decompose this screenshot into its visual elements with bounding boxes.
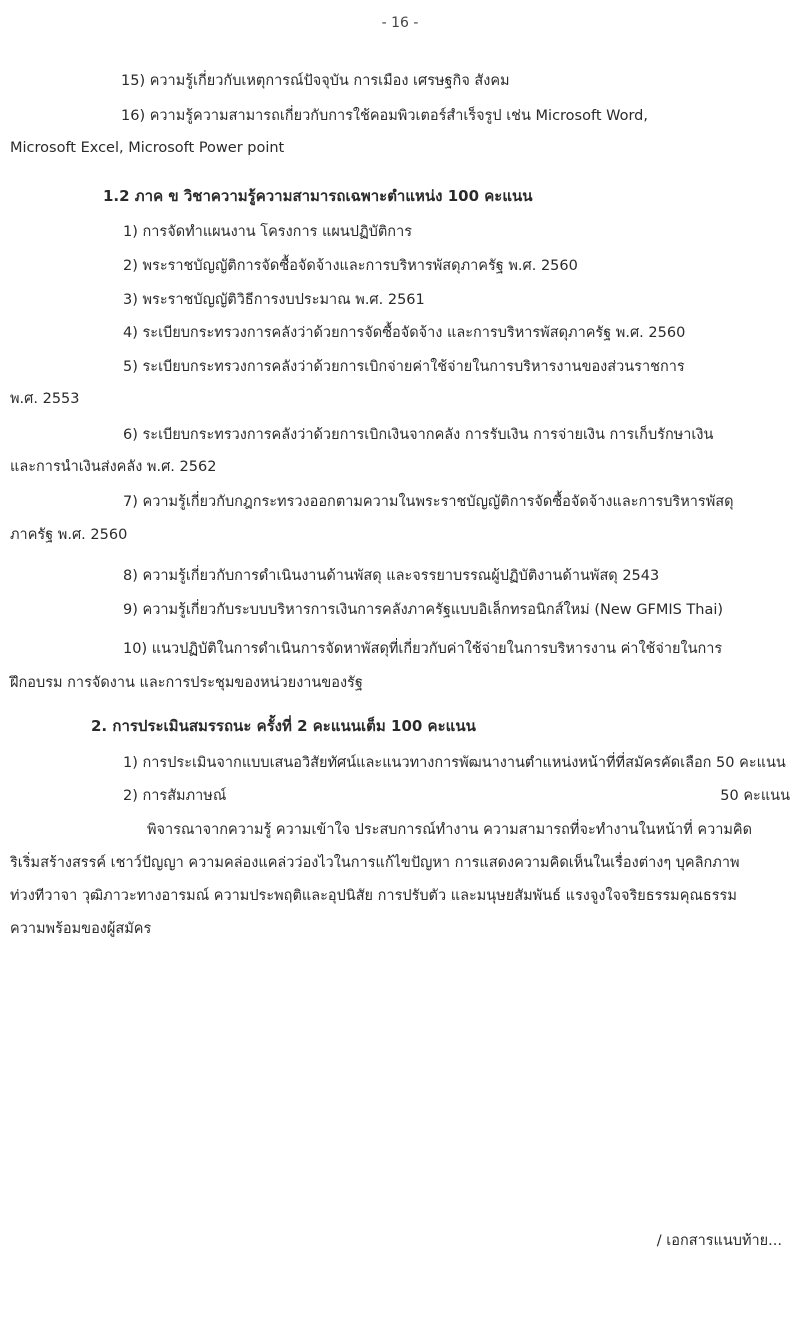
list-item: 10) แนวปฏิบัติในการดำเนินการจัดหาพัสดุที่เกี่ยวกับค่าใช้จ่ายในการบริหารงาน ค่าใช้จ่ายในการ	[123, 641, 723, 657]
paragraph-line: ริเริ่มสร้างสรรค์ เชาว์ปัญญา ความคล่องแคล่วว่องไวในการแก้ไขปัญหา การแสดงความคิดเห็นในเรื่องต่างๆ บุคลิกภาพ	[10, 855, 740, 871]
continuation-note: / เอกสารแนบท้าย...	[656, 1233, 782, 1249]
page-number: - 16 -	[381, 15, 419, 31]
list-item: 1) การประเมินจากแบบเสนอวิสัยทัศน์และแนวทางการพัฒนางานตำแหน่งหน้าที่ที่สมัครคัดเลือก 50 คะแนน	[123, 755, 786, 771]
list-item-continuation: พ.ศ. 2553	[10, 391, 80, 407]
list-item: 15) ความรู้เกี่ยวกับเหตุการณ์ปัจจุบัน การเมือง เศรษฐกิจ สังคม	[121, 73, 510, 89]
list-item: 9) ความรู้เกี่ยวกับระบบบริหารการเงินการคลังภาครัฐแบบอิเล็กทรอนิกส์ใหม่ (New GFMIS Thai)	[123, 602, 724, 618]
list-item: 8) ความรู้เกี่ยวกับการดำเนินงานด้านพัสดุ และจรรยาบรรณผู้ปฏิบัติงานด้านพัสดุ 2543	[123, 568, 660, 584]
list-item: Microsoft Excel, Microsoft Power point	[10, 140, 285, 156]
list-item-continuation: ภาครัฐ พ.ศ. 2560	[10, 527, 128, 543]
list-item: 7) ความรู้เกี่ยวกับกฎกระทรวงออกตามความในพระราชบัญญัติการจัดซื้อจัดจ้างและการบริหารพัสดุ	[123, 494, 734, 510]
list-item: 4) ระเบียบกระทรวงการคลังว่าด้วยการจัดซื้อจัดจ้าง และการบริหารพัสดุภาครัฐ พ.ศ. 2560	[123, 325, 686, 341]
interview-score: 50 คะแนน	[720, 788, 790, 804]
list-item: 1) การจัดทำแผนงาน โครงการ แผนปฏิบัติการ	[123, 224, 413, 240]
list-item-continuation: และการนำเงินส่งคลัง พ.ศ. 2562	[10, 459, 217, 475]
section-heading: 1.2 ภาค ข วิชาความรู้ความสามารถเฉพาะตำแหน่ง 100 คะแนน	[103, 187, 533, 205]
list-item: 3) พระราชบัญญัติวิธีการงบประมาณ พ.ศ. 2561	[123, 292, 425, 308]
list-item: 2) พระราชบัญญัติการจัดซื้อจัดจ้างและการบริหารพัสดุภาครัฐ พ.ศ. 2560	[123, 258, 578, 274]
section-heading: 2. การประเมินสมรรถนะ ครั้งที่ 2 คะแนนเต็ม 100 คะแนน	[91, 717, 476, 735]
paragraph-line: ความพร้อมของผู้สมัคร	[10, 921, 152, 937]
paragraph-line: พิจารณาจากความรู้ ความเข้าใจ ประสบการณ์ทำงาน ความสามารถที่จะทำงานในหน้าที่ ความคิด	[147, 822, 753, 838]
list-item: 6) ระเบียบกระทรวงการคลังว่าด้วยการเบิกเงินจากคลัง การรับเงิน การจ่ายเงิน การเก็บรักษาเงิน	[123, 427, 714, 443]
list-item	[123, 786, 790, 806]
list-item: 16) ความรู้ความสามารถเกี่ยวกับการใช้คอมพิวเตอร์สำเร็จรูป เช่น Microsoft Word,	[121, 108, 648, 124]
paragraph-line: ท่วงทีวาจา วุฒิภาวะทางอารมณ์ ความประพฤติและอุปนิสัย การปรับตัว และมนุษยสัมพันธ์ แรงจูงใจจริยธรรมคุณธรรม	[10, 888, 737, 904]
interview-label: 2) การสัมภาษณ์	[123, 788, 227, 804]
list-item-continuation: ฝึกอบรม การจัดงาน และการประชุมของหน่วยงานของรัฐ	[10, 675, 363, 691]
list-item: 5) ระเบียบกระทรวงการคลังว่าด้วยการเบิกจ่ายค่าใช้จ่ายในการบริหารงานของส่วนราชการ	[123, 359, 685, 375]
